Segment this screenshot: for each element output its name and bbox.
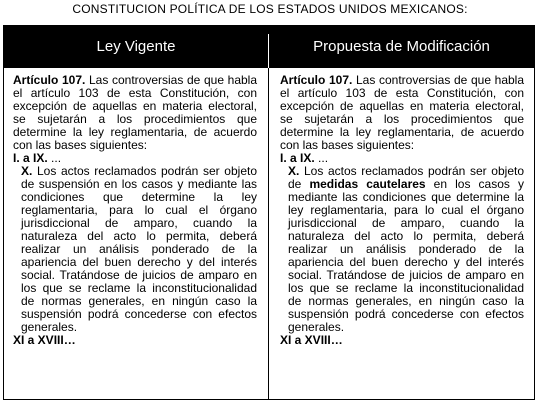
section-xi-xviii-label: XI a XVIII (13, 333, 64, 347)
article-label: Artículo 107. (13, 73, 86, 87)
header-proposed-change: Propuesta de Modificación (313, 38, 490, 55)
section-i-ix-label: I. a IX. (13, 151, 48, 165)
section-i-ix-text: ... (47, 151, 62, 165)
section-x (13, 165, 257, 334)
section-x-text-before: Los actos reclamados podrán ser objeto de (288, 164, 524, 191)
article-paragraph (13, 74, 257, 152)
table-header (4, 26, 534, 68)
article-text: Las controversias de que habla el artículo 103 de esta Constitución, con excepción de aquellas en materia electoral, se sujetarán a los procedimientos que determine la ley reglamentaria, de acuerdo con las bases siguientes: (13, 73, 258, 152)
section-xi-xviii (13, 334, 257, 347)
section-x (280, 165, 524, 334)
section-x-text: Los actos reclamados podrán ser objeto de suspensión en los casos y mediante las condiciones que determine la ley reglamentaria, para lo cual el órgano jurisdiccional de amparo, cuando la naturaleza del acto lo permita, deberá realizar un análisis ponderado de la apariencia del buen derecho y del interés social. Tratándose de juicios de amparo en los que se reclame la inconstitucionalidad de normas generales, en ningún caso la suspensión podrá concederse con efectos generales. (21, 164, 257, 334)
column-divider (268, 68, 269, 399)
section-i-ix-text: ... (314, 151, 329, 165)
current-law-column (13, 74, 257, 347)
proposed-change-column (280, 74, 524, 347)
article-text: Las controversias de que habla el artículo 103 de esta Constitución, con excepción de aquellas en materia electoral, se sujetarán a los procedimientos que determine la ley reglamentaria, de acuerdo con las bases siguientes: (280, 73, 525, 152)
header-current-law: Ley Vigente (96, 38, 176, 55)
section-x-label: X. (288, 164, 300, 178)
section-i-ix-label: I. a IX. (280, 151, 315, 165)
section-xi-xviii-text: … (63, 333, 76, 347)
document-title: CONSTITUCION POLÍTICA DE LOS ESTADOS UNIDOS MEXICANOS: (72, 2, 468, 16)
article-label: Artículo 107. (280, 73, 353, 87)
section-xi-xviii (280, 334, 524, 347)
section-x-text-after: en los casos y mediante las condiciones que determine la ley reglamentaria, para lo cual el órgano jurisdiccional de amparo, cuando la naturaleza del acto lo permita, deberá realizar un análisis ponderado de la apariencia del buen derecho y del interés social. Tratándose de juicios de amparo en los que se reclame la inconstitucionalidad de normas generales, en ningún caso la suspensión podrá concederse con efectos generales. (288, 177, 524, 334)
section-xi-xviii-text: … (330, 333, 343, 347)
section-x-label: X. (21, 164, 33, 178)
article-paragraph (280, 74, 524, 152)
section-x-highlight: medidas cautelares (309, 177, 426, 191)
comparison-table (3, 25, 535, 400)
section-xi-xviii-label: XI a XVIII (280, 333, 331, 347)
